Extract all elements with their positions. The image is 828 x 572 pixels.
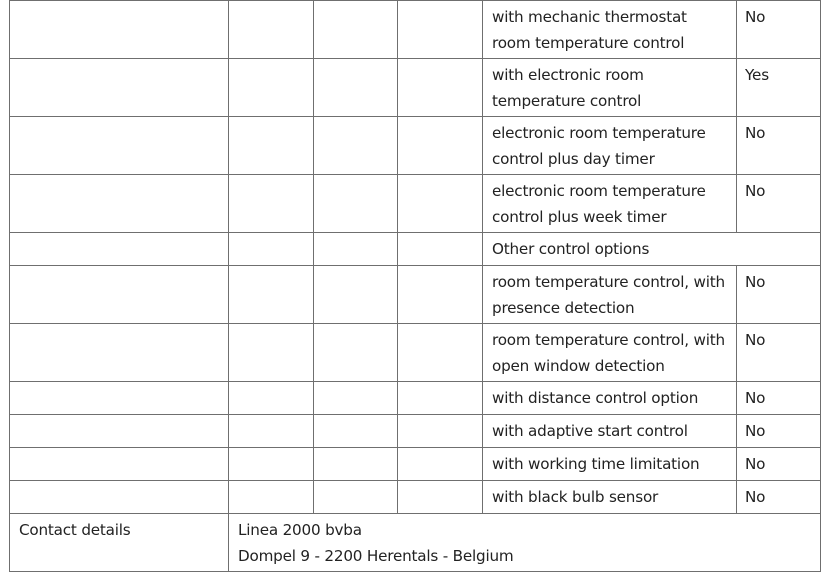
row-value: No: [737, 481, 821, 514]
contact-value: [229, 514, 821, 572]
row-label: with distance control option: [483, 382, 737, 415]
row-label: electronic room temperature control plus week timer: [483, 175, 737, 233]
table-row: [10, 266, 821, 324]
table-row: [10, 117, 821, 175]
contact-company: Linea 2000 bvba: [238, 521, 362, 539]
row-label: with black bulb sensor: [483, 481, 737, 514]
contact-label: Contact details: [10, 514, 229, 572]
row-label: electronic room temperature control plus day timer: [483, 117, 737, 175]
table-row: [10, 415, 821, 448]
contact-row: [10, 514, 821, 572]
row-value: Yes: [737, 59, 821, 117]
row-value: No: [737, 266, 821, 324]
table-row: [10, 1, 821, 59]
table-row: [10, 448, 821, 481]
row-label: with working time limitation: [483, 448, 737, 481]
table-row: [10, 382, 821, 415]
table-row: [10, 175, 821, 233]
row-value: No: [737, 415, 821, 448]
product-info-table: [9, 0, 821, 572]
row-value: No: [737, 1, 821, 59]
row-value: No: [737, 175, 821, 233]
section-header: Other control options: [483, 233, 821, 266]
table-row: [10, 481, 821, 514]
section-header-row: [10, 233, 821, 266]
row-value: No: [737, 117, 821, 175]
row-label: room temperature control, with open window detection: [483, 324, 737, 382]
row-label: with adaptive start control: [483, 415, 737, 448]
row-value: No: [737, 382, 821, 415]
contact-address: Dompel 9 - 2200 Herentals - Belgium: [238, 546, 514, 565]
row-label: with mechanic thermostat room temperature control: [483, 1, 737, 59]
row-label: room temperature control, with presence detection: [483, 266, 737, 324]
row-value: No: [737, 324, 821, 382]
table-row: [10, 324, 821, 382]
row-label: with electronic room temperature control: [483, 59, 737, 117]
table-row: [10, 59, 821, 117]
row-value: No: [737, 448, 821, 481]
